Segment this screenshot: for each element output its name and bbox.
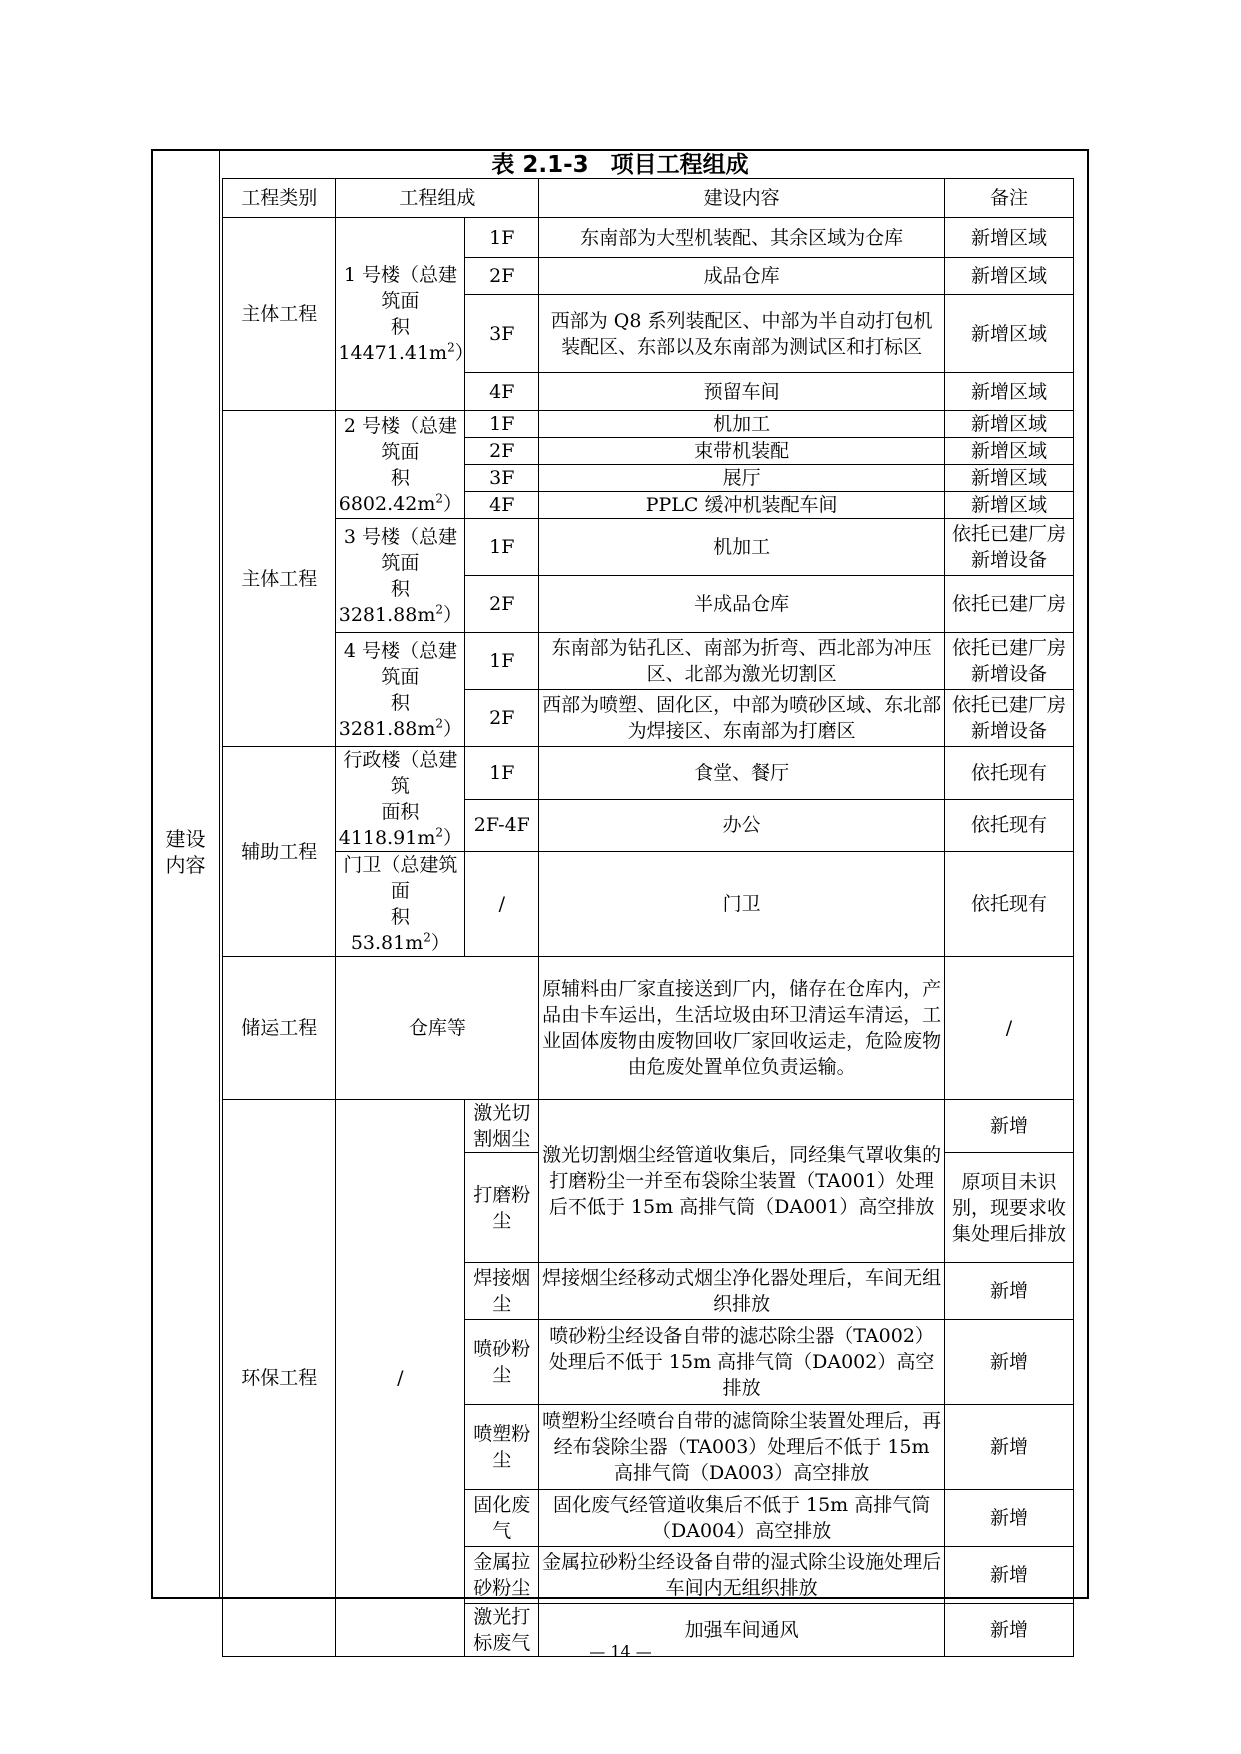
table-caption [151,150,1089,180]
content-cell: 展厅 [539,465,945,492]
remark-cell: 新增区域 [944,465,1073,492]
floor-cell: 1F [465,411,539,438]
side-label: 建设 内容 [165,827,206,877]
gate-building: 门卫（总建筑面 积 $53.81m^2$） [336,852,465,957]
remark-cell: 新增 [944,1405,1073,1490]
remark-cell: 新增 [944,1263,1073,1320]
env-composition: / [336,1100,465,1657]
remark-cell: 新增区域 [944,218,1073,258]
remark-cell: 新增区域 [944,258,1073,295]
pollutant-name: 固化废气 [465,1490,539,1547]
shared-content-cell: 激光切割烟尘经管道收集后，同经集气罩收集的打磨粉尘一并至布袋除尘装置（TA001）处理后不低于 15m 高排气筒（DA001）高空排放 [539,1100,945,1263]
building-2: 2 号楼（总建筑面 积 $6802.42m^2$） [336,411,465,519]
table-row [223,957,1074,1100]
remark-cell: 新增区域 [944,438,1073,465]
side-column [153,151,220,1597]
table-row [223,747,1074,800]
remark-cell: 依托现有 [944,852,1073,957]
content-cell: 门卫 [539,852,945,957]
remark-cell: 新增 [944,1320,1073,1405]
floor-cell: 4F [465,373,539,411]
remark-cell: 新增区域 [944,373,1073,411]
category-aux: 辅助工程 [223,747,336,957]
table-row [223,218,1074,258]
content-cell: 食堂、餐厅 [539,747,945,800]
category-env: 环保工程 [223,1100,336,1657]
floor-cell: 3F [465,465,539,492]
caption-title: 项目工程组成 [610,152,749,178]
pollutant-name: 喷塑粉尘 [465,1405,539,1490]
header-row [223,179,1074,218]
remark-cell: 依托已建厂房新增设备 [944,690,1073,747]
remark-cell: 新增 [944,1547,1073,1604]
page-number: — 14 — [589,1642,652,1661]
floor-cell: 1F [465,633,539,690]
remark-cell: 新增 [944,1490,1073,1547]
remark-cell: / [944,957,1073,1100]
floor-cell: 1F [465,519,539,576]
header-composition: 工程组成 [336,179,539,218]
table-row [223,633,1074,690]
floor-cell: 2F [465,258,539,295]
remark-cell: 新增 [944,1100,1073,1153]
category-storage: 储运工程 [223,957,336,1100]
content-cell: 金属拉砂粉尘经设备自带的湿式除尘设施处理后车间内无组织排放 [539,1547,945,1604]
remark-cell: 新增区域 [944,295,1073,373]
content-cell: 机加工 [539,519,945,576]
content-cell: 加强车间通风 [539,1604,945,1657]
floor-cell: 2F [465,576,539,633]
content-cell: 机加工 [539,411,945,438]
floor-cell: 3F [465,295,539,373]
content-cell: 喷塑粉尘经喷台自带的滤筒除尘装置处理后，再经布袋除尘器（TA003）处理后不低于 15m 高排气筒（DA003）高空排放 [539,1405,945,1490]
floor-cell: 2F [465,690,539,747]
caption-number: 表 2.1-3 [491,152,589,178]
content-cell: 束带机装配 [539,438,945,465]
content-cell: 原辅料由厂家直接送到厂内，储存在仓库内，产品由卡车运出，生活垃圾由环卫清运车清运，工业固体废物由废物回收厂家回收运走，危险废物由危废处置单位负责运输。 [539,957,945,1100]
content-cell: 固化废气经管道收集后不低于 15m 高排气筒（DA004）高空排放 [539,1490,945,1547]
content-cell: 东南部为大型机装配、其余区域为仓库 [539,218,945,258]
floor-cell: / [465,852,539,957]
pollutant-name: 激光切割烟尘 [465,1100,539,1153]
floor-cell: 1F [465,218,539,258]
floor-cell: 4F [465,492,539,519]
floor-cell: 1F [465,747,539,800]
remark-cell: 依托现有 [944,747,1073,800]
storage-composition: 仓库等 [336,957,539,1100]
building-4: 4 号楼（总建筑面 积 $3281.88m^2$） [336,633,465,747]
header-remark: 备注 [944,179,1073,218]
pollutant-name: 金属拉砂粉尘 [465,1547,539,1604]
category-main2: 主体工程 [223,411,336,747]
table-row [223,411,1074,438]
floor-cell: 2F [465,438,539,465]
content-cell: PPLC 缓冲机装配车间 [539,492,945,519]
pollutant-name: 焊接烟尘 [465,1263,539,1320]
pollutant-name: 打磨粉尘 [465,1153,539,1263]
admin-building: 行政楼（总建筑 面积 $4118.91m^2$） [336,747,465,852]
floor-cell: 2F-4F [465,799,539,852]
content-cell: 预留车间 [539,373,945,411]
remark-cell: 依托已建厂房新增设备 [944,633,1073,690]
pollutant-name: 激光打标废气 [465,1604,539,1657]
content-cell: 成品仓库 [539,258,945,295]
remark-cell: 原项目未识别，现要求收集处理后排放 [944,1153,1073,1263]
remark-cell: 依托现有 [944,799,1073,852]
table-row [223,519,1074,576]
content-cell: 半成品仓库 [539,576,945,633]
remark-cell: 新增区域 [944,492,1073,519]
remark-cell: 依托已建厂房 [944,576,1073,633]
remark-cell: 新增 [944,1604,1073,1657]
content-cell: 西部为喷塑、固化区，中部为喷砂区域、东北部为焊接区、东南部为打磨区 [539,690,945,747]
content-cell: 办公 [539,799,945,852]
content-cell: 焊接烟尘经移动式烟尘净化器处理后，车间无组织排放 [539,1263,945,1320]
header-content: 建设内容 [539,179,945,218]
pollutant-name: 喷砂粉尘 [465,1320,539,1405]
building-3: 3 号楼（总建筑面 积 $3281.88m^2$） [336,519,465,633]
table-row [223,852,1074,957]
category-main1: 主体工程 [223,218,336,411]
project-composition-table [222,178,1074,1657]
content-cell: 东南部为钻孔区、南部为折弯、西北部为冲压区、北部为激光切割区 [539,633,945,690]
content-cell: 喷砂粉尘经设备自带的滤芯除尘器（TA002）处理后不低于 15m 高排气筒（DA002）高空排放 [539,1320,945,1405]
table-row [223,1100,1074,1153]
remark-cell: 新增区域 [944,411,1073,438]
remark-cell: 依托已建厂房新增设备 [944,519,1073,576]
header-category: 工程类别 [223,179,336,218]
content-cell: 西部为 Q8 系列装配区、中部为半自动打包机装配区、东部以及东南部为测试区和打标区 [539,295,945,373]
building-1: 1 号楼（总建筑面 积 $14471.41m^2$） [336,218,465,411]
